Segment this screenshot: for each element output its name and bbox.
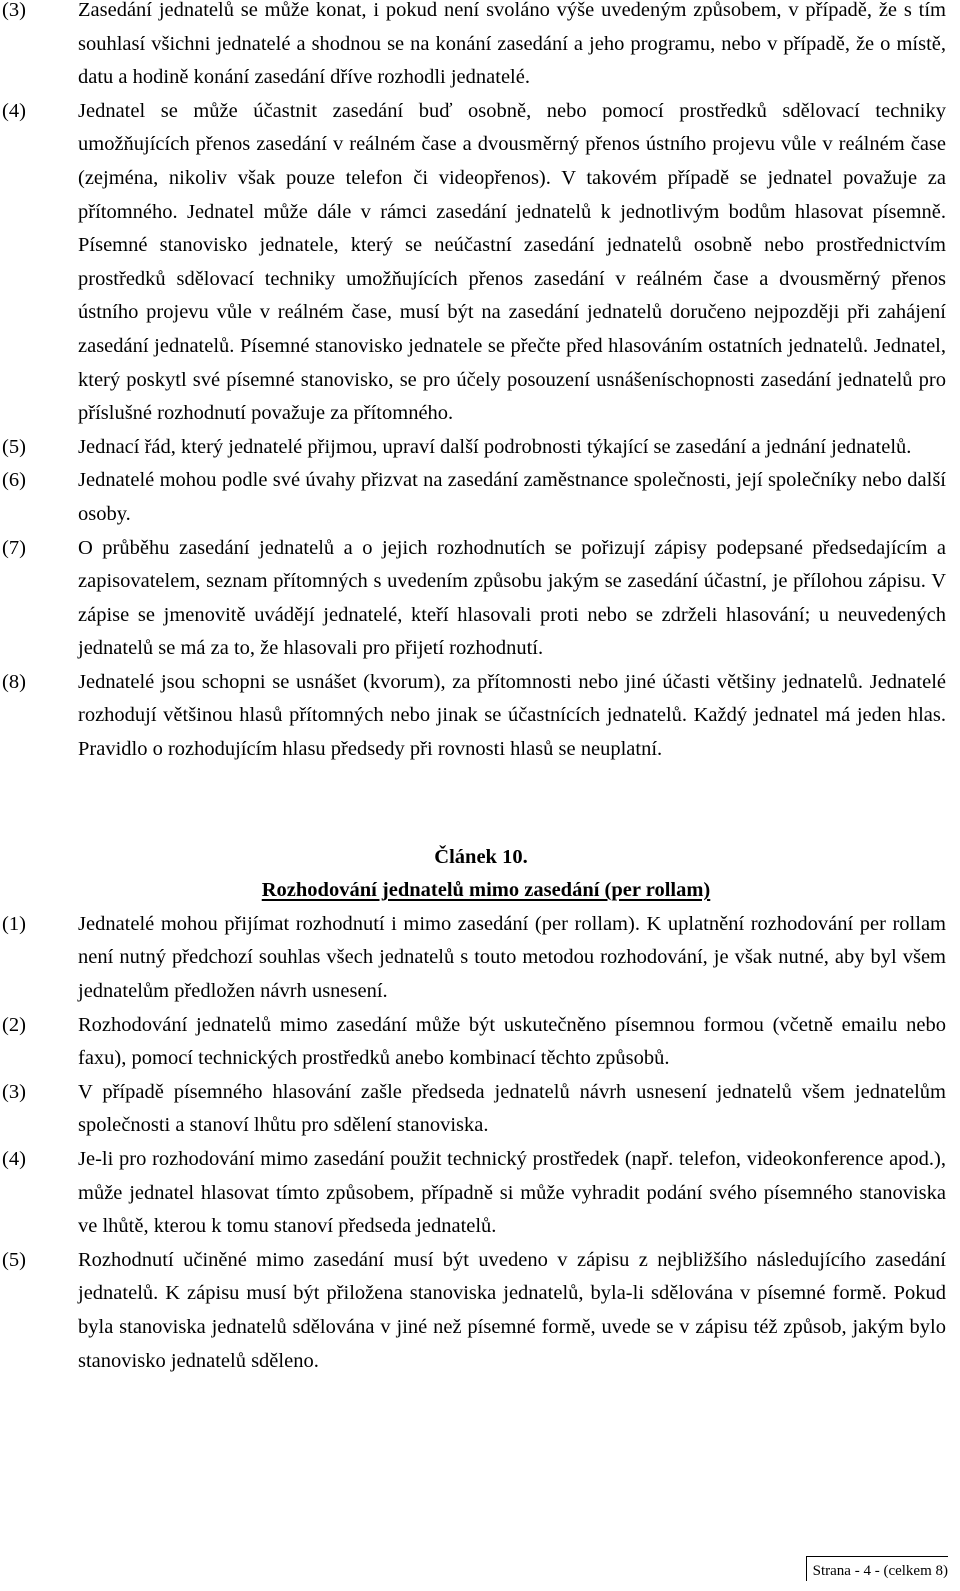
paragraph-text: Jednatel se může účastnit zasedání buď osobně, nebo pomocí prostředků sdělovací techniky umožňujících přenos zasedání v reálném čase a dvousměrný přenos ústního projevu vůle v reálném čase (zejména, nikoliv však pouze telefon či videopřenos). V takovém případě se jednatel považuje za přítomného. Jednatel může dále v rámci zasedání jednatelů k jednotlivým bodům hlasovat písemně. Písemné stanovisko jednatele, který se neúčastní zasedání jednatelů osobně nebo prostřednictvím prostředků sdělovací techniky umožňujících přenos zasedání v reálném čase a dvousměrný přenos ústního projevu vůle v reálném čase, musí být na zasedání jednatelů doručeno nejpozději při zahájení zasedání jednatelů. Písemné stanovisko jednatele se přečte před hlasováním ostatních jednatelů. Jednatel, který poskytl své písemné stanovisko, se pro účely posouzení usnášeníschopnosti zasedání jednatelů pro příslušné rozhodnutí považuje za přítomného. xyxy=(78,99,946,425)
paragraph-text: Rozhodování jednatelů mimo zasedání může být uskutečněno písemnou formou (včetně emailu nebo faxu), pomocí technických prostředků anebo kombinací těchto způsobů. xyxy=(78,1013,946,1070)
article-title: Článek 10. xyxy=(434,845,528,868)
paragraph-number: (3) xyxy=(2,1080,26,1103)
paragraph-number: (6) xyxy=(2,469,26,492)
paragraph-number: (1) xyxy=(2,912,26,935)
paragraph xyxy=(0,666,960,767)
paragraph xyxy=(0,908,960,1009)
paragraph-number: (4) xyxy=(2,1148,26,1170)
paragraph-text: Jednatelé mohou přijímat rozhodnutí i mimo zasedání (per rollam). K uplatnění rozhodování per rollam není nutný předchozí souhlas všech jednatelů s touto metodou rozhodování, je však nutné, aby byl všem jednatelům předložen návrh usnesení. xyxy=(78,912,946,1003)
paragraph xyxy=(0,1143,960,1244)
section-spacer xyxy=(0,767,960,841)
paragraph-text: Zasedání jednatelů se může konat, i pokud není svoláno výše uvedeným způsobem, v případě, že s tím souhlasí všichni jednatelé a shodnou se na konání zasedání a jeho programu, nebo v případě, že o místě, datu a hodině konání zasedání dříve rozhodli jednatelé. xyxy=(78,0,946,89)
paragraph-number: (7) xyxy=(2,536,26,559)
paragraph-text: Rozhodnutí učiněné mimo zasedání musí být uvedeno v zápisu z nejbližšího následujícího zasedání jednatelů. K zápisu musí být přiložena stanoviska jednatelů, byla-li sdělována v písemné formě. Pokud byla stanoviska jednatelů sdělována v jiné než písemné formě, uvede se v zápisu též způsob, jakým bylo stanovisko jednatelů sděleno. xyxy=(78,1248,946,1372)
paragraph-text: V případě písemného hlasování zašle předseda jednatelů návrh usnesení jednatelů všem jednatelům společnosti a stanoví lhůtu pro sdělení stanoviska. xyxy=(78,1080,946,1137)
paragraph-text: Je-li pro rozhodování mimo zasedání použit technický prostředek (např. telefon, videokonference apod.), může jednatel hlasovat tímto způsobem, případně si může vyhradit podání svého písemného stanoviska ve lhůtě, kterou k tomu stanoví předseda jednatelů. xyxy=(78,1148,946,1238)
paragraph xyxy=(0,95,960,431)
paragraph-text: Jednací řád, který jednatelé přijmou, upraví další podrobnosti týkající se zasedání a jednání jednatelů. xyxy=(78,435,912,458)
page-footer xyxy=(806,1556,948,1581)
section-a xyxy=(0,0,960,767)
paragraph-number: (2) xyxy=(2,1013,26,1036)
paragraph-number: (4) xyxy=(2,99,26,122)
paragraph xyxy=(0,464,960,531)
section-b xyxy=(0,908,960,1378)
paragraph xyxy=(0,532,960,666)
paragraph-number: (8) xyxy=(2,670,26,693)
paragraph xyxy=(0,1244,960,1378)
paragraph-text: O průběhu zasedání jednatelů a o jejich rozhodnutích se pořizují zápisy podepsané předsedajícím a zapisovatelem, seznam přítomných s uvedením způsobu jakým se zasedání účastní, je přílohou zápisu. V zápise se jmenovitě uvádějí jednatelé, kteří hlasovali proti nebo se zdrželi hlasování; u neuvedených jednatelů se má za to, že hlasovali pro přijetí rozhodnutí. xyxy=(78,536,946,660)
paragraph xyxy=(0,0,960,95)
page-number-label: Strana - 4 - (celkem 8) xyxy=(812,1563,948,1579)
paragraph xyxy=(0,1009,960,1076)
paragraph-number: (5) xyxy=(2,1248,26,1271)
paragraph xyxy=(0,1076,960,1143)
article-subtitle: Rozhodování jednatelů mimo zasedání (per rollam) xyxy=(261,879,711,902)
paragraph-text: Jednatelé mohou podle své úvahy přizvat na zasedání zaměstnance společnosti, její společníky nebo další osoby. xyxy=(78,469,946,525)
paragraph xyxy=(0,431,960,465)
paragraph-number: (3) xyxy=(2,0,26,21)
paragraph-number: (5) xyxy=(2,435,26,458)
paragraph-text: Jednatelé jsou schopni se usnášet (kvorum), za přítomnosti nebo jiné účasti většiny jednatelů. Jednatelé rozhodují většinou hlasů přítomných nebo jinak se účastnících jednatelů. Každý jednatel má jeden hlas. Pravidlo o rozhodujícím hlasu předsedy při rovnosti hlasů se neuplatní. xyxy=(78,670,946,761)
